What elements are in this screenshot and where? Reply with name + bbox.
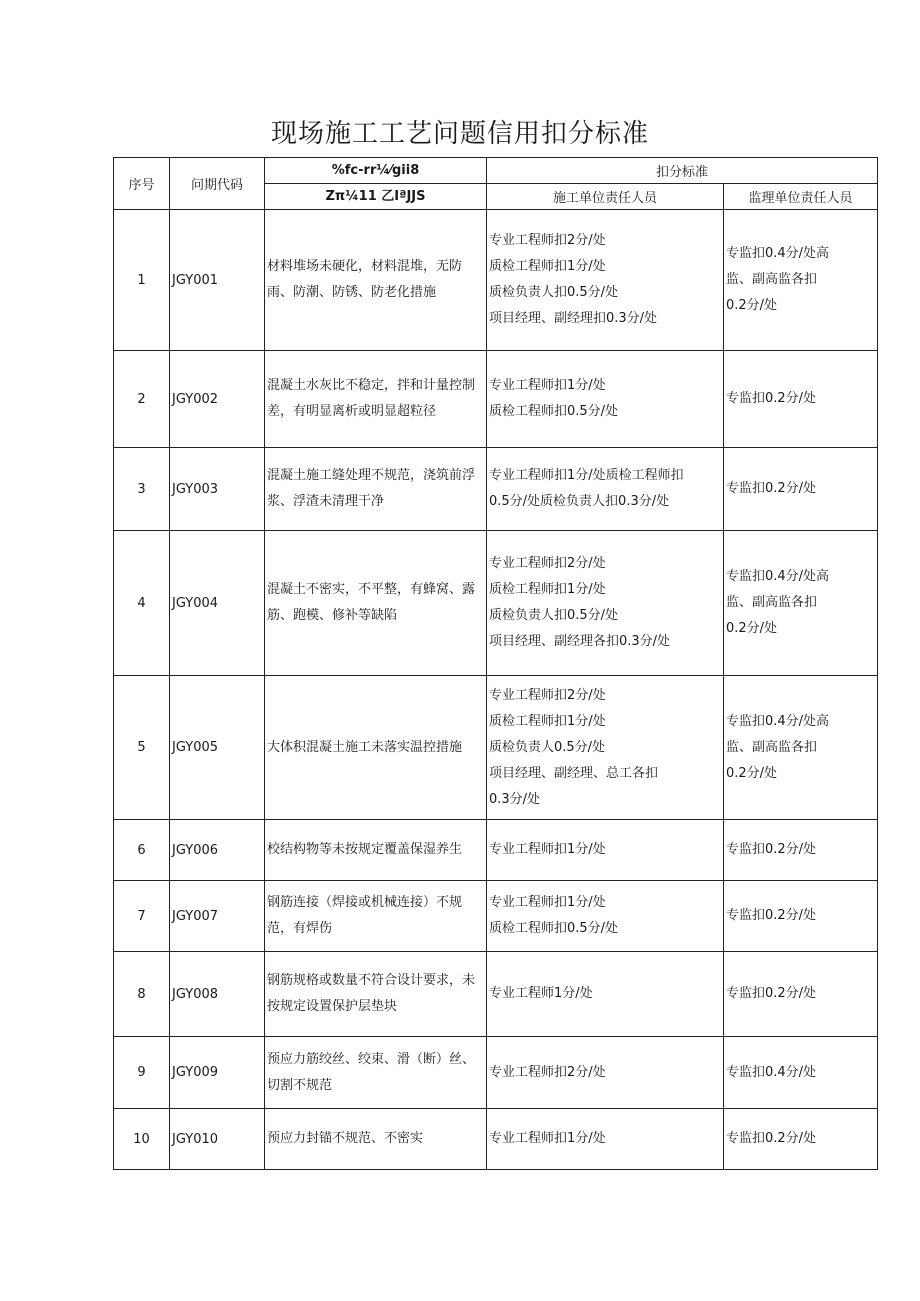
- row-number: 9: [114, 1037, 170, 1109]
- construction-line: 专业工程师扣1分/处: [489, 895, 606, 910]
- construction-line: 0.3分/处: [489, 791, 541, 807]
- row-supervision: [724, 210, 878, 351]
- row-supervision: [724, 351, 878, 448]
- row-code: JGY001: [170, 210, 265, 351]
- construction-line: 质检工程师扣1分/处: [489, 713, 606, 729]
- row-number: 7: [114, 881, 170, 952]
- construction-line: 项目经理、副经理、总工各扣: [489, 765, 659, 781]
- table-row: [114, 448, 878, 531]
- row-supervision: [724, 881, 878, 952]
- supervision-line: 专监扣0.4分/处高: [726, 569, 830, 584]
- row-number: 8: [114, 952, 170, 1037]
- row-number: 1: [114, 210, 170, 351]
- header-desc-2: Zπ¼11 乙IªJJS: [265, 184, 487, 210]
- row-number: 3: [114, 448, 170, 531]
- row-number: 10: [114, 1109, 170, 1170]
- table-row: [114, 1109, 878, 1170]
- row-construction: [487, 448, 724, 531]
- row-description: 大体积混凝土施工未落实温控措施: [265, 676, 487, 820]
- row-description: 钢筋连接（焊接或机械连接）不规范，有焊伤: [265, 881, 487, 952]
- supervision-line: 监、副高监各扣: [726, 739, 818, 755]
- row-code: JGY007: [170, 881, 265, 952]
- supervision-line: 专监扣0.4分/处高: [726, 713, 830, 729]
- row-description: 混凝土施工缝处理不规范，浇筑前浮浆、浮渣未清理干净: [265, 448, 487, 531]
- header-seq: 序号: [114, 158, 170, 210]
- header-deduction: 扣分标准: [487, 158, 878, 184]
- row-supervision: [724, 448, 878, 531]
- construction-line: 专业工程师扣2分/处: [489, 556, 606, 571]
- supervision-line: 专监扣0.2分/处: [726, 908, 817, 923]
- row-construction: [487, 881, 724, 952]
- row-number: 4: [114, 531, 170, 676]
- row-code: JGY010: [170, 1109, 265, 1170]
- row-construction: [487, 952, 724, 1037]
- construction-line: 项目经理、副经理各扣0.3分/处: [489, 634, 671, 649]
- construction-line: 专业工程师扣1分/处质检工程师扣: [489, 468, 684, 483]
- row-code: JGY003: [170, 448, 265, 531]
- supervision-line: 专监扣0.2分/处: [726, 481, 817, 496]
- row-code: JGY008: [170, 952, 265, 1037]
- construction-line: 质检工程师扣0.5分/处: [489, 921, 619, 936]
- row-description: 预应力封锚不规范、不密实: [265, 1109, 487, 1170]
- supervision-line: 0.2分/处: [726, 765, 778, 781]
- row-number: 6: [114, 820, 170, 881]
- row-code: JGY002: [170, 351, 265, 448]
- row-description: 钢筋规格或数量不符合设计要求，未按规定设置保护层垫块: [265, 952, 487, 1037]
- table-row: [114, 820, 878, 881]
- supervision-line: 专监扣0.4分/处: [726, 1064, 817, 1080]
- supervision-line: 专监扣0.2分/处: [726, 1131, 817, 1146]
- header-construction: 施工单位责任人员: [487, 184, 724, 210]
- row-construction: [487, 210, 724, 351]
- construction-line: 0.5分/处质检负责人扣0.3分/处: [489, 494, 670, 509]
- row-construction: [487, 531, 724, 676]
- row-description: 校结构物等未按规定覆盖保湿养生: [265, 820, 487, 881]
- row-description: 混凝土不密实，不平整，有蜂窝、露筋、跑模、修补等缺陷: [265, 531, 487, 676]
- supervision-line: 监、副高监各扣: [726, 272, 818, 287]
- row-construction: [487, 351, 724, 448]
- page-title: 现场施工工艺问题信用扣分标准: [270, 119, 649, 149]
- row-number: 5: [114, 676, 170, 820]
- row-construction: [487, 820, 724, 881]
- table-row: [114, 1037, 878, 1109]
- header-supervision: 监理单位责任人员: [724, 184, 878, 210]
- supervision-line: 专监扣0.2分/处: [726, 391, 817, 406]
- row-code: JGY004: [170, 531, 265, 676]
- supervision-line: 监、副高监各扣: [726, 595, 818, 610]
- construction-line: 质检负责人0.5分/处: [489, 739, 606, 755]
- table-row: [114, 952, 878, 1037]
- construction-line: 专业工程师扣2分/处: [489, 1064, 606, 1080]
- construction-line: 质检工程师扣1分/处: [489, 259, 606, 274]
- construction-line: 专业工程师扣1分/处: [489, 842, 606, 857]
- row-construction: [487, 1037, 724, 1109]
- table-row: [114, 881, 878, 952]
- construction-line: 项目经理、副经理扣0.3分/处: [489, 311, 658, 326]
- row-description: 混凝土水灰比不稳定，拌和计量控制差，有明显离析或明显超粒径: [265, 351, 487, 448]
- row-supervision: [724, 952, 878, 1037]
- construction-line: 质检工程师扣0.5分/处: [489, 404, 619, 419]
- header-code: 问期代码: [170, 158, 265, 210]
- table-row: [114, 210, 878, 351]
- construction-line: 质检工程师扣1分/处: [489, 582, 606, 597]
- row-description: 材料堆场未硬化，材料混堆，无防雨、防潮、防锈、防老化措施: [265, 210, 487, 351]
- construction-line: 专业工程师扣2分/处: [489, 687, 606, 703]
- row-description: 预应力筋绞丝、绞束、滑（断）丝、切割不规范: [265, 1037, 487, 1109]
- supervision-line: 0.2分/处: [726, 621, 778, 636]
- row-supervision: [724, 820, 878, 881]
- row-construction: [487, 1109, 724, 1170]
- table-row: [114, 676, 878, 820]
- row-code: JGY005: [170, 676, 265, 820]
- construction-line: 专业工程师扣1分/处: [489, 1131, 606, 1146]
- row-code: JGY006: [170, 820, 265, 881]
- row-supervision: [724, 1037, 878, 1109]
- deduction-table: [113, 157, 878, 1170]
- row-construction: [487, 676, 724, 820]
- construction-line: 专业工程师扣2分/处: [489, 233, 606, 248]
- row-code: JGY009: [170, 1037, 265, 1109]
- construction-line: 专业工程师1分/处: [489, 986, 593, 1001]
- table-row: [114, 531, 878, 676]
- supervision-line: 专监扣0.4分/处高: [726, 246, 830, 261]
- row-supervision: [724, 1109, 878, 1170]
- construction-line: 质检负责人扣0.5分/处: [489, 608, 619, 623]
- header-row-1: [114, 158, 878, 184]
- row-number: 2: [114, 351, 170, 448]
- supervision-line: 专监扣0.2分/处: [726, 842, 817, 857]
- construction-line: 质检负责人扣0.5分/处: [489, 285, 619, 300]
- supervision-line: 专监扣0.2分/处: [726, 986, 817, 1001]
- construction-line: 专业工程师扣1分/处: [489, 378, 606, 393]
- row-supervision: [724, 676, 878, 820]
- table-row: [114, 351, 878, 448]
- row-supervision: [724, 531, 878, 676]
- header-desc-1: %fc-rr¼⁄gii8: [265, 158, 487, 184]
- supervision-line: 0.2分/处: [726, 298, 778, 313]
